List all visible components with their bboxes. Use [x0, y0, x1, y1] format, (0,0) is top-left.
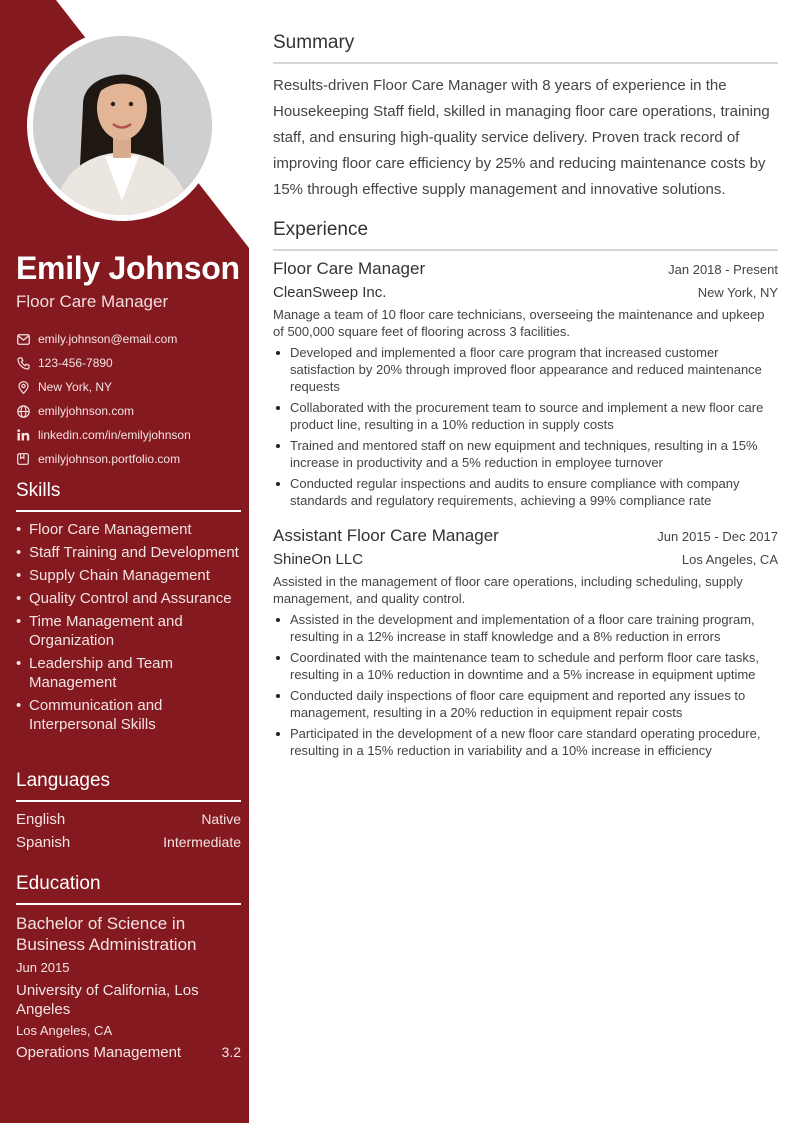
job-bullet: Assisted in the development and implementation of a floor care training program, resulting in a 12% increase in staff knowledge and a 8% reduction in errors	[273, 611, 778, 645]
job-bullet: Conducted regular inspections and audits to ensure compliance with company standards and regulatory requirements, achieving a 99% compliance rate	[273, 475, 778, 509]
languages-heading: Languages	[16, 770, 241, 802]
job-title: Assistant Floor Care Manager	[273, 526, 499, 545]
job-bullet: Collaborated with the procurement team to source and implement a new floor care product line, resulting in a 10% reduction in supply costs	[273, 399, 778, 433]
skill-item: • Supply Chain Management	[16, 566, 246, 585]
job-date: Jun 2015 - Dec 2017	[657, 529, 778, 544]
skills-heading: Skills	[16, 480, 241, 512]
language-row	[16, 811, 241, 828]
job-title: Floor Care Manager	[273, 259, 426, 278]
candidate-name: Emily Johnson	[16, 250, 240, 286]
skill-item: • Time Management and Organization	[16, 612, 246, 650]
skills-list	[16, 520, 246, 738]
contact-linkedin[interactable]	[16, 423, 241, 447]
contact-location-text: New York, NY	[38, 380, 113, 394]
summary-text: Results-driven Floor Care Manager with 8 years of experience in the Housekeeping Staff field, skilled in managing floor care operations, training staff, and ensuring high-quality service delivery. Proven track record of improving floor care efficiency by 25% and reducing maintenance costs by 15% through effective supply management and innovative solutions.	[273, 77, 770, 198]
job-bullet: Conducted daily inspections of floor care equipment and reported any issues to management, resulting in a 20% reduction in equipment repair costs	[273, 687, 778, 721]
contact-phone-text: 123-456-7890	[38, 356, 113, 370]
portfolio-icon	[16, 452, 30, 466]
language-level: Intermediate	[163, 834, 241, 850]
job-location: Los Angeles, CA	[681, 552, 778, 567]
education-heading: Education	[16, 873, 241, 905]
language-name: Spanish	[16, 834, 71, 851]
education-degree: Bachelor of Science in Business Administration	[16, 914, 197, 954]
job-description: Manage a team of 10 floor care technicians, overseeing the maintenance and upkeep of 500,000 square feet of flooring across 3 facilities.	[273, 307, 765, 339]
contact-phone[interactable]	[16, 351, 241, 375]
phone-icon	[16, 356, 30, 370]
language-name: English	[16, 811, 66, 828]
job-bullet: Participated in the development of a new floor care standard operating procedure, resulting in a 15% reduction in variability and a 10% increase in efficiency	[273, 725, 778, 759]
job-header	[273, 526, 778, 546]
summary-heading: Summary	[273, 32, 778, 64]
language-level: Native	[201, 811, 241, 827]
contact-website[interactable]	[16, 399, 241, 423]
contact-linkedin-text: linkedin.com/in/emilyjohnson	[38, 428, 191, 442]
job-date: Jan 2018 - Present	[668, 262, 778, 277]
job-company-row	[273, 551, 778, 568]
education-date: Jun 2015	[16, 960, 70, 975]
education-minor-row	[16, 1044, 241, 1061]
job-bullet: Developed and implemented a floor care program that increased customer satisfaction by 20% through improved floor appearance and reduced maintenance requests	[273, 344, 778, 395]
skill-item: • Leadership and Team Management	[16, 654, 246, 692]
experience-heading: Experience	[273, 219, 778, 251]
globe-icon	[16, 404, 30, 418]
skill-item: • Floor Care Management	[16, 520, 246, 539]
job-entry	[273, 526, 778, 763]
language-row	[16, 834, 241, 851]
job-entry	[273, 259, 778, 513]
contact-portfolio-text: emilyjohnson.portfolio.com	[38, 452, 181, 466]
job-header	[273, 259, 778, 279]
candidate-role: Floor Care Manager	[16, 292, 169, 311]
education-school: University of California, Los Angeles	[16, 982, 199, 1018]
contact-location	[16, 375, 241, 399]
contact-list	[16, 327, 241, 471]
skill-item: • Quality Control and Assurance	[16, 589, 246, 608]
job-company: ShineOn LLC	[273, 551, 364, 568]
location-icon	[16, 380, 30, 394]
education-minor: Operations Management	[16, 1044, 182, 1061]
contact-email-text: emily.johnson@email.com	[38, 332, 178, 346]
contact-website-text: emilyjohnson.com	[38, 404, 135, 418]
profile-photo	[33, 36, 212, 215]
job-location: New York, NY	[697, 285, 778, 300]
mail-icon	[16, 332, 30, 346]
skill-item: • Staff Training and Development	[16, 543, 246, 562]
job-bullets	[273, 611, 778, 759]
contact-email[interactable]	[16, 327, 241, 351]
job-bullet: Coordinated with the maintenance team to schedule and perform floor care tasks, resulting in a 10% reduction in downtime and a 5% increase in equipment uptime	[273, 649, 778, 683]
contact-portfolio[interactable]	[16, 447, 241, 471]
job-bullets	[273, 344, 778, 509]
job-description: Assisted in the management of floor care operations, including scheduling, supply management, and quality control.	[273, 574, 743, 606]
job-company: CleanSweep Inc.	[273, 284, 387, 301]
skill-item: • Communication and Interpersonal Skills	[16, 696, 246, 734]
education-location: Los Angeles, CA	[16, 1023, 113, 1038]
job-company-row	[273, 284, 778, 301]
education-gpa: 3.2	[221, 1044, 241, 1060]
linkedin-icon	[16, 428, 30, 442]
job-bullet: Trained and mentored staff on new equipment and techniques, resulting in a 15% increase in productivity and a 5% reduction in employee turnover	[273, 437, 778, 471]
